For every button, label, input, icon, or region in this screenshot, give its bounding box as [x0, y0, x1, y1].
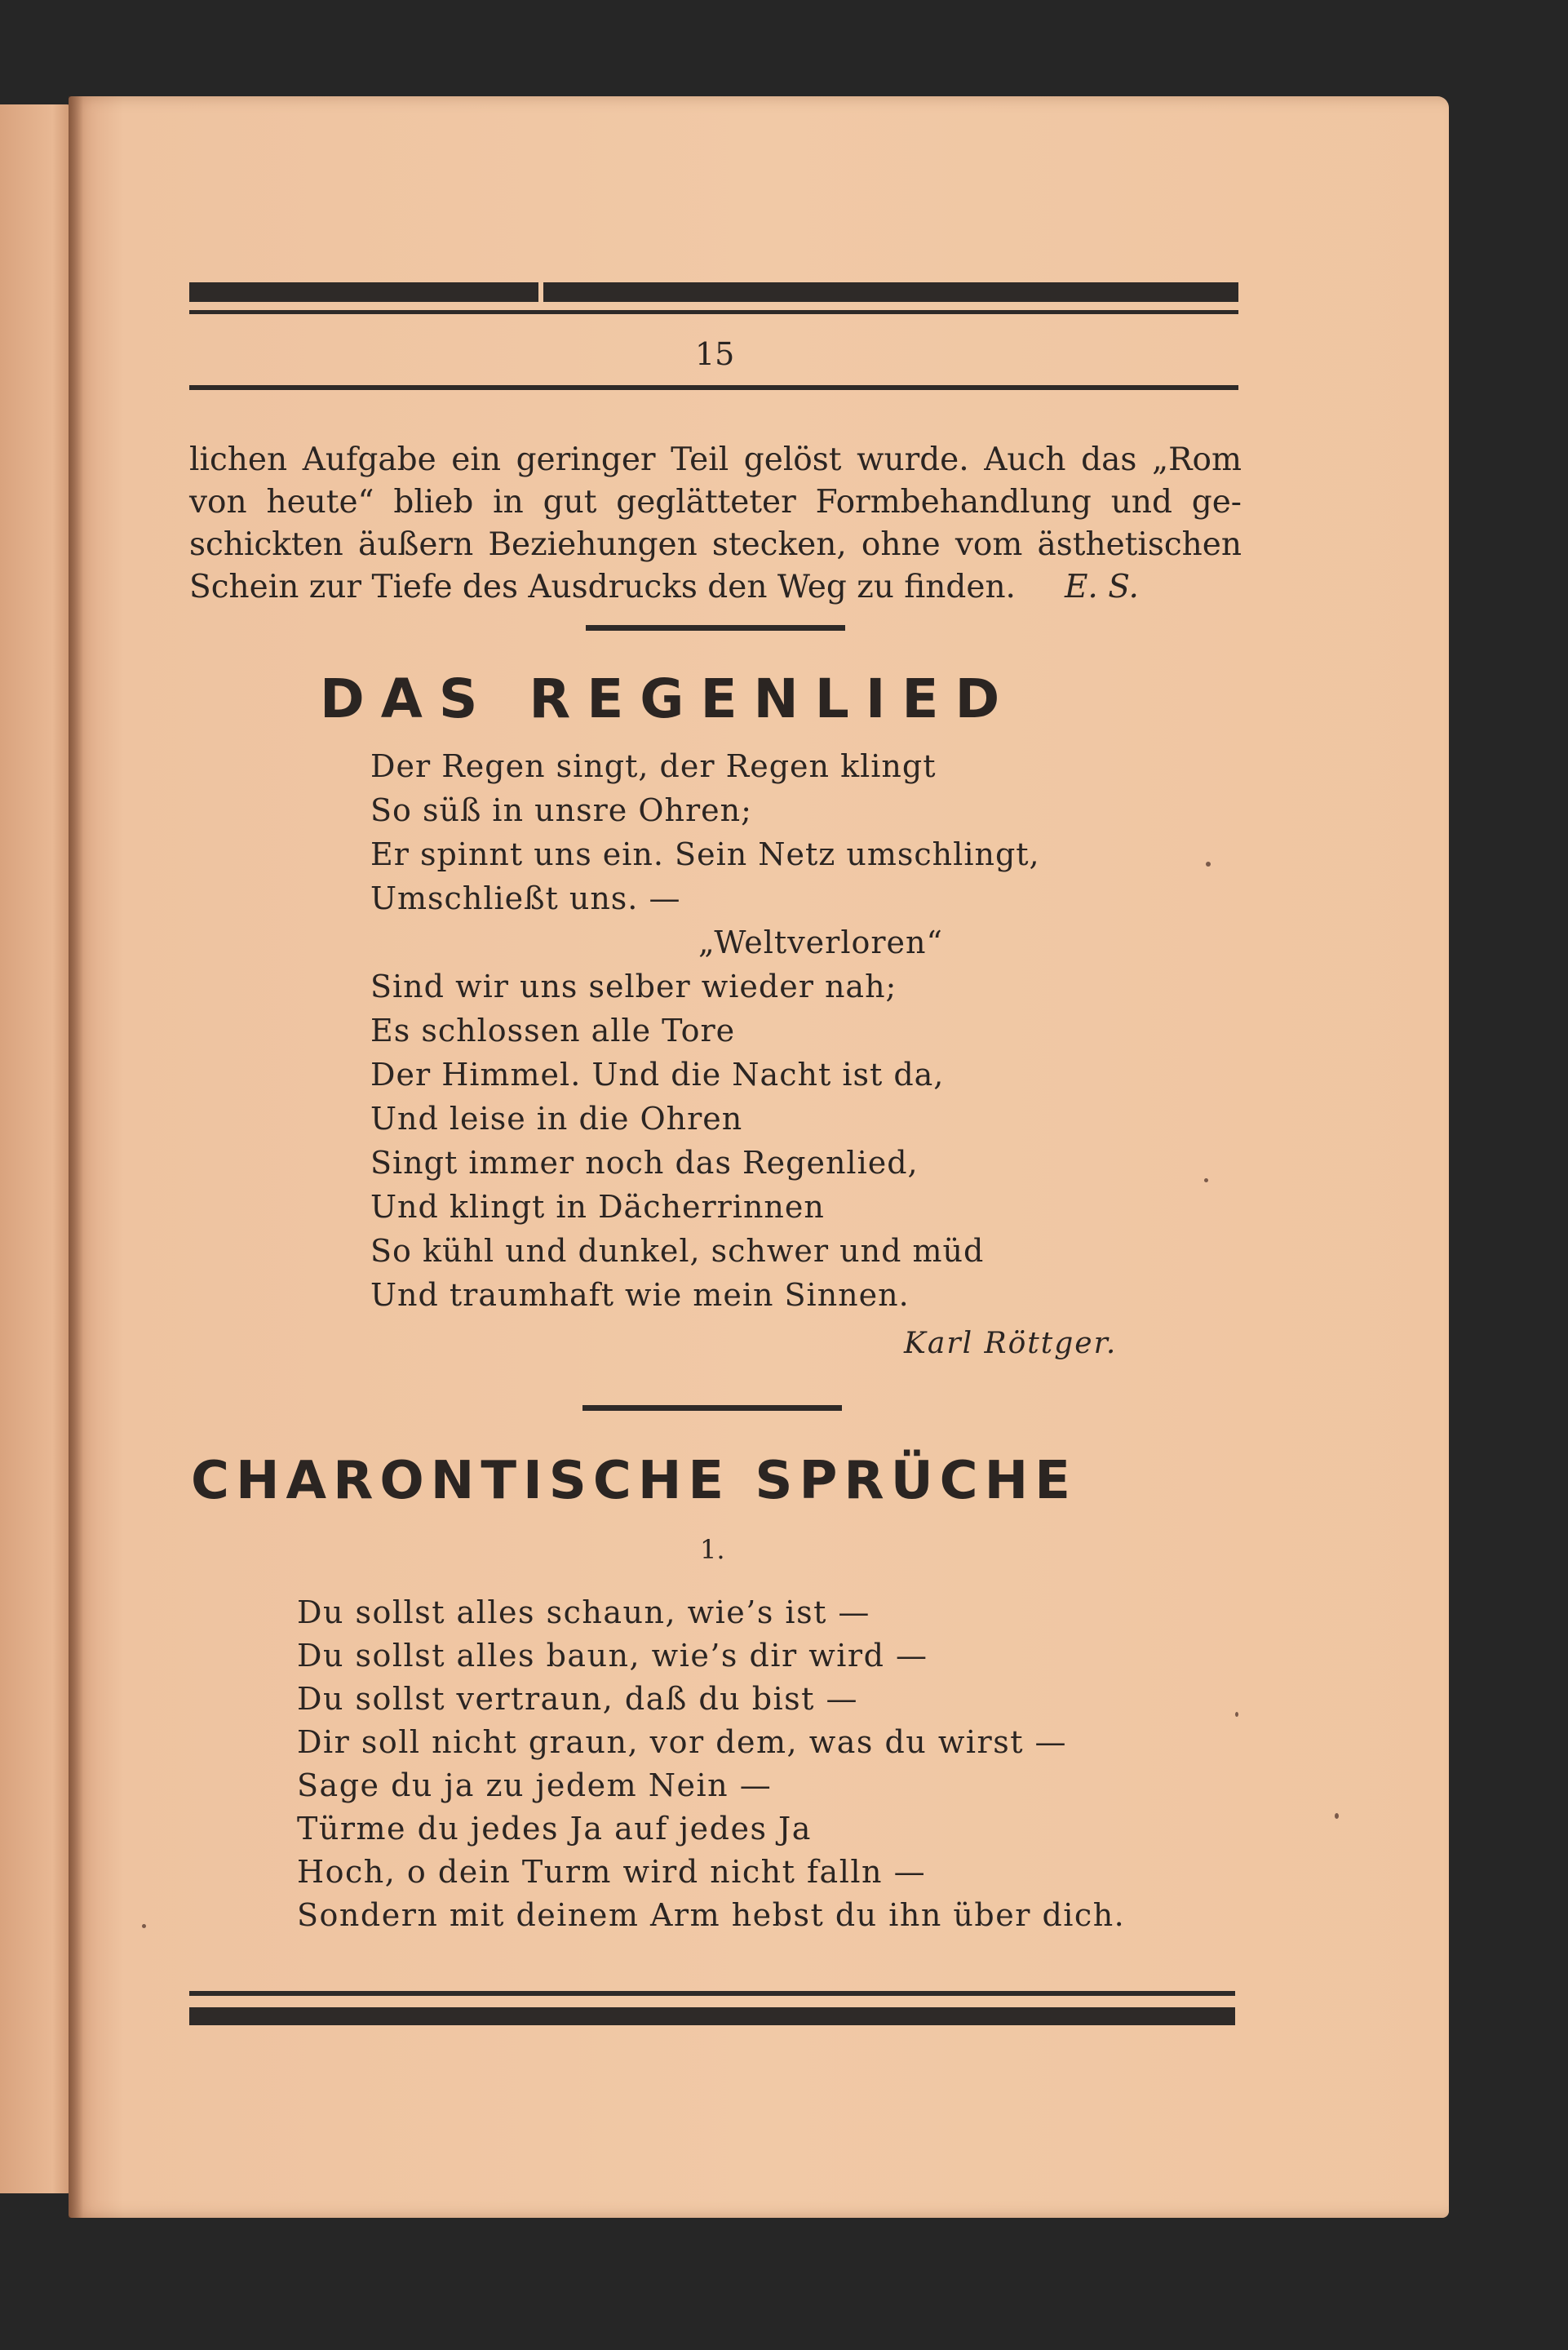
- paper-speck: [1206, 862, 1211, 867]
- paper-speck: [1204, 1178, 1208, 1182]
- header-rule-thick: [189, 282, 1238, 302]
- review-initials: E. S.: [1064, 569, 1139, 605]
- poem-line: Du sollst alles baun, wie’s dir wird —: [297, 1638, 928, 1674]
- paper-speck: [1335, 1813, 1339, 1819]
- poem-line: „Weltverloren“: [698, 924, 943, 960]
- poem-line: Hoch, o dein Turm wird nicht falln —: [297, 1854, 927, 1890]
- poem-line: Dir soll nicht graun, vor dem, was du wirst —: [297, 1724, 1068, 1760]
- poem-line: Sondern mit deinem Arm hebst du ihn über dich.: [297, 1897, 1126, 1933]
- poem-line: Türme du jedes Ja auf jedes Ja: [297, 1811, 812, 1847]
- poem-line: Umschließt uns. —: [370, 880, 681, 916]
- poem-line: So kühl und dunkel, schwer und müd: [370, 1233, 985, 1269]
- poem-line: Es schlossen alle Tore: [370, 1013, 736, 1049]
- page-gutter-shadow: [69, 96, 83, 2218]
- footer-rule-thick: [189, 2007, 1235, 2025]
- page-number: 15: [695, 336, 735, 372]
- footer-rule-thin: [189, 1991, 1235, 1996]
- poem-line: Und leise in die Ohren: [370, 1101, 743, 1137]
- poem-author: Karl Röttger.: [904, 1327, 1118, 1360]
- poem-line: Du sollst alles schaun, wie’s ist —: [297, 1594, 870, 1630]
- prose-line-last: [189, 566, 1242, 609]
- poem-line: Singt immer noch das Regenlied,: [370, 1145, 919, 1181]
- section-number: 1.: [700, 1534, 725, 1565]
- prose-line-text: Schein zur Tiefe des Ausdrucks den Weg zu finden.: [189, 569, 1016, 605]
- section-divider: [586, 625, 845, 631]
- poem-line: Und klingt in Dächerrinnen: [370, 1189, 825, 1225]
- prose-line: schickten äußern Beziehungen stecken, ohne vom ästhetischen: [189, 526, 1242, 563]
- poem-regenlied: [370, 744, 1186, 1317]
- poem-title-charontische-sprueche: CHARONTISCHE SPRÜCHE: [191, 1451, 1077, 1511]
- poem-line: Sind wir uns selber wieder nah;: [370, 969, 897, 1004]
- poem-line: Sage du ja zu jedem Nein —: [297, 1767, 773, 1803]
- poem-title-regenlied: DAS REGENLIED: [320, 667, 1017, 730]
- poem-line: Der Himmel. Und die Nacht ist da,: [370, 1057, 945, 1093]
- poem-line: Und traumhaft wie mein Sinnen.: [370, 1277, 910, 1313]
- paper-speck: [1235, 1712, 1238, 1717]
- poem-line: So süß in unsre Ohren;: [370, 792, 752, 828]
- prose-line: lichen Aufgabe ein geringer Teil gelöst wurde. Auch das „Rom: [189, 441, 1242, 478]
- facing-page-edge: [0, 104, 75, 2193]
- poem-line: Der Regen singt, der Regen klingt: [370, 748, 937, 784]
- header-rule-under-folio: [189, 385, 1238, 390]
- section-divider: [582, 1405, 842, 1411]
- poem-charontische-sprueche: [297, 1591, 1194, 1937]
- review-text-continuation: [189, 439, 1242, 609]
- prose-line: von heute“ blieb in gut geglätteter Formbehandlung und ge-: [189, 484, 1242, 521]
- paper-speck: [142, 1924, 146, 1928]
- poem-line: Er spinnt uns ein. Sein Netz umschlingt,: [370, 836, 1040, 872]
- poem-line: Du sollst vertraun, daß du bist —: [297, 1681, 859, 1717]
- header-rule-thin: [189, 310, 1238, 314]
